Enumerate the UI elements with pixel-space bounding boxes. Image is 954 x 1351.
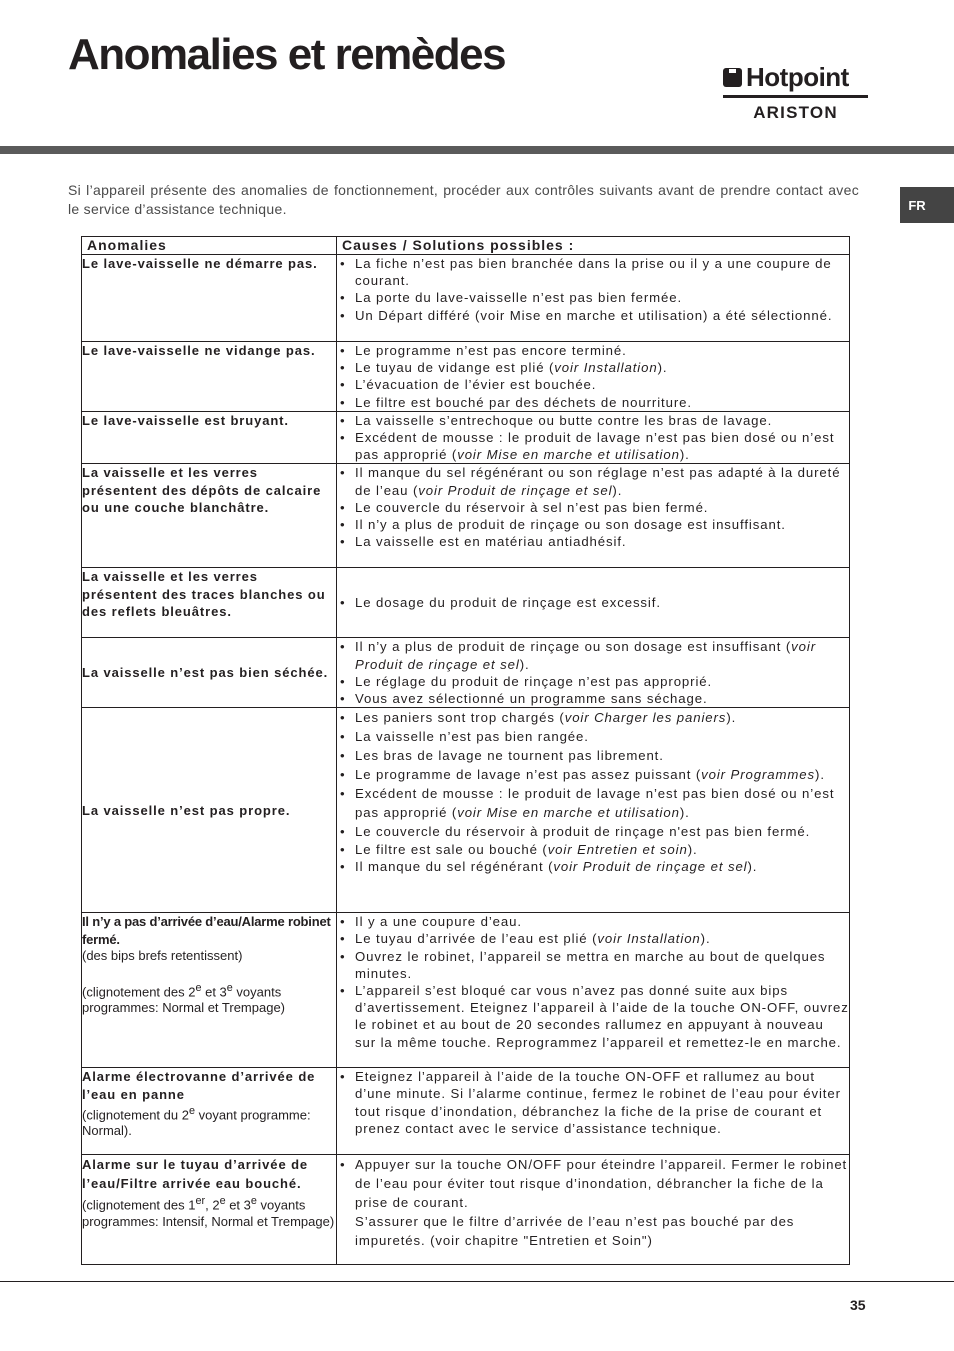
causes-cell: [337, 342, 850, 412]
causes-cell: [337, 708, 850, 913]
brand-logo: [723, 62, 868, 126]
table-row: [82, 255, 850, 342]
causes-cell: [337, 255, 850, 342]
causes-cell: [337, 1068, 850, 1155]
cause-item: • Le couvercle du réservoir à sel n’est pas bien fermé.: [337, 499, 849, 516]
cause-item: S’assurer que le filtre d’arrivée de l’eau n’est pas bouché par des impuretés. (voir chapitre "Entretien et Soin"): [355, 1214, 795, 1249]
cause-item: • Excédent de mousse : le produit de lavage n’est pas bien dosé ou n’est pas approprié (voir Mise en marche et utilisation).: [337, 784, 849, 822]
cause-item: • Le filtre est bouché par des déchets de nourriture.: [337, 394, 849, 411]
table-row: [82, 638, 850, 708]
cause-item: • Le tuyau de vidange est plié (voir Installation).: [337, 359, 849, 376]
causes-cell: [337, 411, 850, 464]
causes-cell: [337, 913, 850, 1068]
cause-item: • Le filtre est sale ou bouché (voir Entretien et soin).: [337, 841, 849, 858]
cause-item: • La vaisselle est en matériau antiadhésif.: [337, 533, 849, 550]
table-row: [82, 464, 850, 568]
anomaly-title: Alarme sur le tuyau d’arrivée de l’eau/Filtre arrivée eau bouché.: [82, 1157, 309, 1192]
anomaly-cell: [82, 1068, 337, 1155]
cause-item: • La porte du lave-vaisselle n’est pas bien fermée.: [337, 289, 849, 306]
cause-item: • L’évacuation de l’évier est bouchée.: [337, 376, 849, 393]
footer-rule: [0, 1281, 954, 1282]
logo-ariston: ARISTON: [753, 103, 838, 122]
table-row: [82, 1155, 850, 1265]
cause-item: • Le dosage du produit de rinçage est excessif.: [337, 594, 849, 611]
header-causes: Causes / Solutions possibles :: [337, 237, 850, 255]
anomaly-cell: La vaisselle et les verres présentent des dépôts de calcaire ou une couche blanchâtre.: [82, 464, 337, 568]
cause-item: • Il y a une coupure d’eau.: [337, 913, 849, 930]
anomaly-cell: [82, 1155, 337, 1265]
causes-cell: [337, 638, 850, 708]
cause-item: • Il n’y a plus de produit de rinçage ou son dosage est insuffisant (voir Produit de rinçage et sel).: [337, 638, 849, 672]
cause-item: • Appuyer sur la touche ON/OFF pour éteindre l’appareil. Fermer le robinet de l’eau pour éviter tout risque d’inondation, débrancher la fiche de la prise de courant.: [337, 1155, 849, 1212]
anomaly-cell: La vaisselle n’est pas propre.: [82, 708, 337, 913]
table-row: [82, 568, 850, 638]
table-header-row: [82, 237, 850, 255]
cause-item: • La vaisselle s’entrechoque ou butte contre les bras de lavage.: [337, 412, 849, 429]
anomaly-cell: La vaisselle n’est pas bien séchée.: [82, 638, 337, 708]
cause-item: • L’appareil s’est bloqué car vous n’avez pas donné suite aux bips d’avertissement. Eteignez l’appareil à l’aide de la touche ON-OFF, ouvrez le robinet et au bout de 20 secondes rallumez en appuyant à nouveau sur la même touche. Reprogrammez l’appareil et remettez-le en marche.: [337, 982, 849, 1051]
table-row: [82, 1068, 850, 1155]
language-tab: FR: [900, 187, 954, 223]
cause-item: • Excédent de mousse : le produit de lavage n’est pas bien dosé ou n’est pas approprié (voir Mise en marche et utilisation).: [337, 429, 849, 463]
cause-item: • Le programme n’est pas encore terminé.: [337, 342, 849, 359]
header-anomalies: Anomalies: [82, 237, 337, 255]
cause-item: • Un Départ différé (voir Mise en marche et utilisation) a été sélectionné.: [337, 307, 849, 324]
cause-item: • Eteignez l’appareil à l’aide de la touche ON-OFF et rallumez au bout d’une minute. Si l’alarme continue, fermez le robinet de l’eau pour éviter tout risque d’inondation, débranchez la fiche de la prise de courant et prenez contact avec le service d’assistance technique.: [337, 1068, 849, 1137]
causes-cell: [337, 1155, 850, 1265]
header-bar: [0, 146, 954, 154]
cause-item: • La fiche n’est pas bien branchée dans la prise ou il y a une coupure de courant.: [337, 255, 849, 289]
table-row: [82, 708, 850, 913]
cause-item: • Il manque du sel régénérant (voir Produit de rinçage et sel).: [337, 858, 849, 875]
cause-item: • Ouvrez le robinet, l’appareil se mettra en marche au bout de quelques minutes.: [337, 948, 849, 982]
cause-item: • Il manque du sel régénérant ou son réglage n’est pas adapté à la dureté de l’eau (voir Produit de rinçage et sel).: [337, 464, 849, 498]
anomaly-cell: Le lave-vaisselle est bruyant.: [82, 411, 337, 464]
table-row: [82, 342, 850, 412]
cause-item: • Le tuyau d’arrivée de l’eau est plié (voir Installation).: [337, 930, 849, 947]
table-row: [82, 913, 850, 1068]
causes-cell: [337, 464, 850, 568]
intro-text: Si l’appareil présente des anomalies de fonctionnement, procéder aux contrôles suivants avant de prendre contact avec le service d’assistance technique.: [68, 182, 859, 217]
cause-item: • Il n’y a plus de produit de rinçage ou son dosage est insuffisant.: [337, 516, 849, 533]
anomaly-cell: [82, 913, 337, 1068]
cause-item: • Le programme de lavage n’est pas assez puissant (voir Programmes).: [337, 765, 849, 784]
anomaly-note: (clignotement des 2e et 3e voyants programmes: Normal et Trempage): [82, 981, 286, 1016]
cause-item: • Les paniers sont trop chargés (voir Charger les paniers).: [337, 708, 849, 727]
anomaly-cell: Le lave-vaisselle ne démarre pas.: [82, 255, 337, 342]
anomaly-note: (des bips brefs retentissent): [82, 947, 243, 963]
anomaly-title: Alarme électrovanne d’arrivée de l’eau en panne: [82, 1069, 316, 1102]
table-row: [82, 411, 850, 464]
page-number: 35: [850, 1297, 866, 1313]
anomaly-cell: Le lave-vaisselle ne vidange pas.: [82, 342, 337, 412]
anomaly-title: Il n’y a pas d’arrivée d’eau/Alarme robinet fermé.: [82, 914, 331, 947]
hotpoint-logo-icon: [723, 68, 742, 87]
anomaly-cell: La vaisselle et les verres présentent des traces blanches ou des reflets bleuâtres.: [82, 568, 337, 638]
logo-divider: [723, 95, 868, 98]
cause-item: • La vaisselle n’est pas bien rangée.: [337, 727, 849, 746]
anomaly-note: (clignotement du 2e voyant programme: Normal).: [82, 1104, 311, 1139]
logo-hotpoint: Hotpoint: [746, 61, 849, 92]
anomaly-note: (clignotement des 1er, 2e et 3e voyants programmes: Intensif, Normal et Trempage): [82, 1195, 335, 1229]
cause-item: • Le couvercle du réservoir à produit de rinçage n'est pas bien fermé.: [337, 822, 849, 841]
cause-item: • Les bras de lavage ne tournent pas librement.: [337, 746, 849, 765]
causes-cell: [337, 568, 850, 638]
cause-item: • Vous avez sélectionné un programme sans séchage.: [337, 690, 849, 707]
page-title: Anomalies et remèdes: [68, 30, 506, 79]
troubleshooting-table: [81, 236, 850, 1265]
cause-item: • Le réglage du produit de rinçage n’est pas approprié.: [337, 673, 849, 690]
